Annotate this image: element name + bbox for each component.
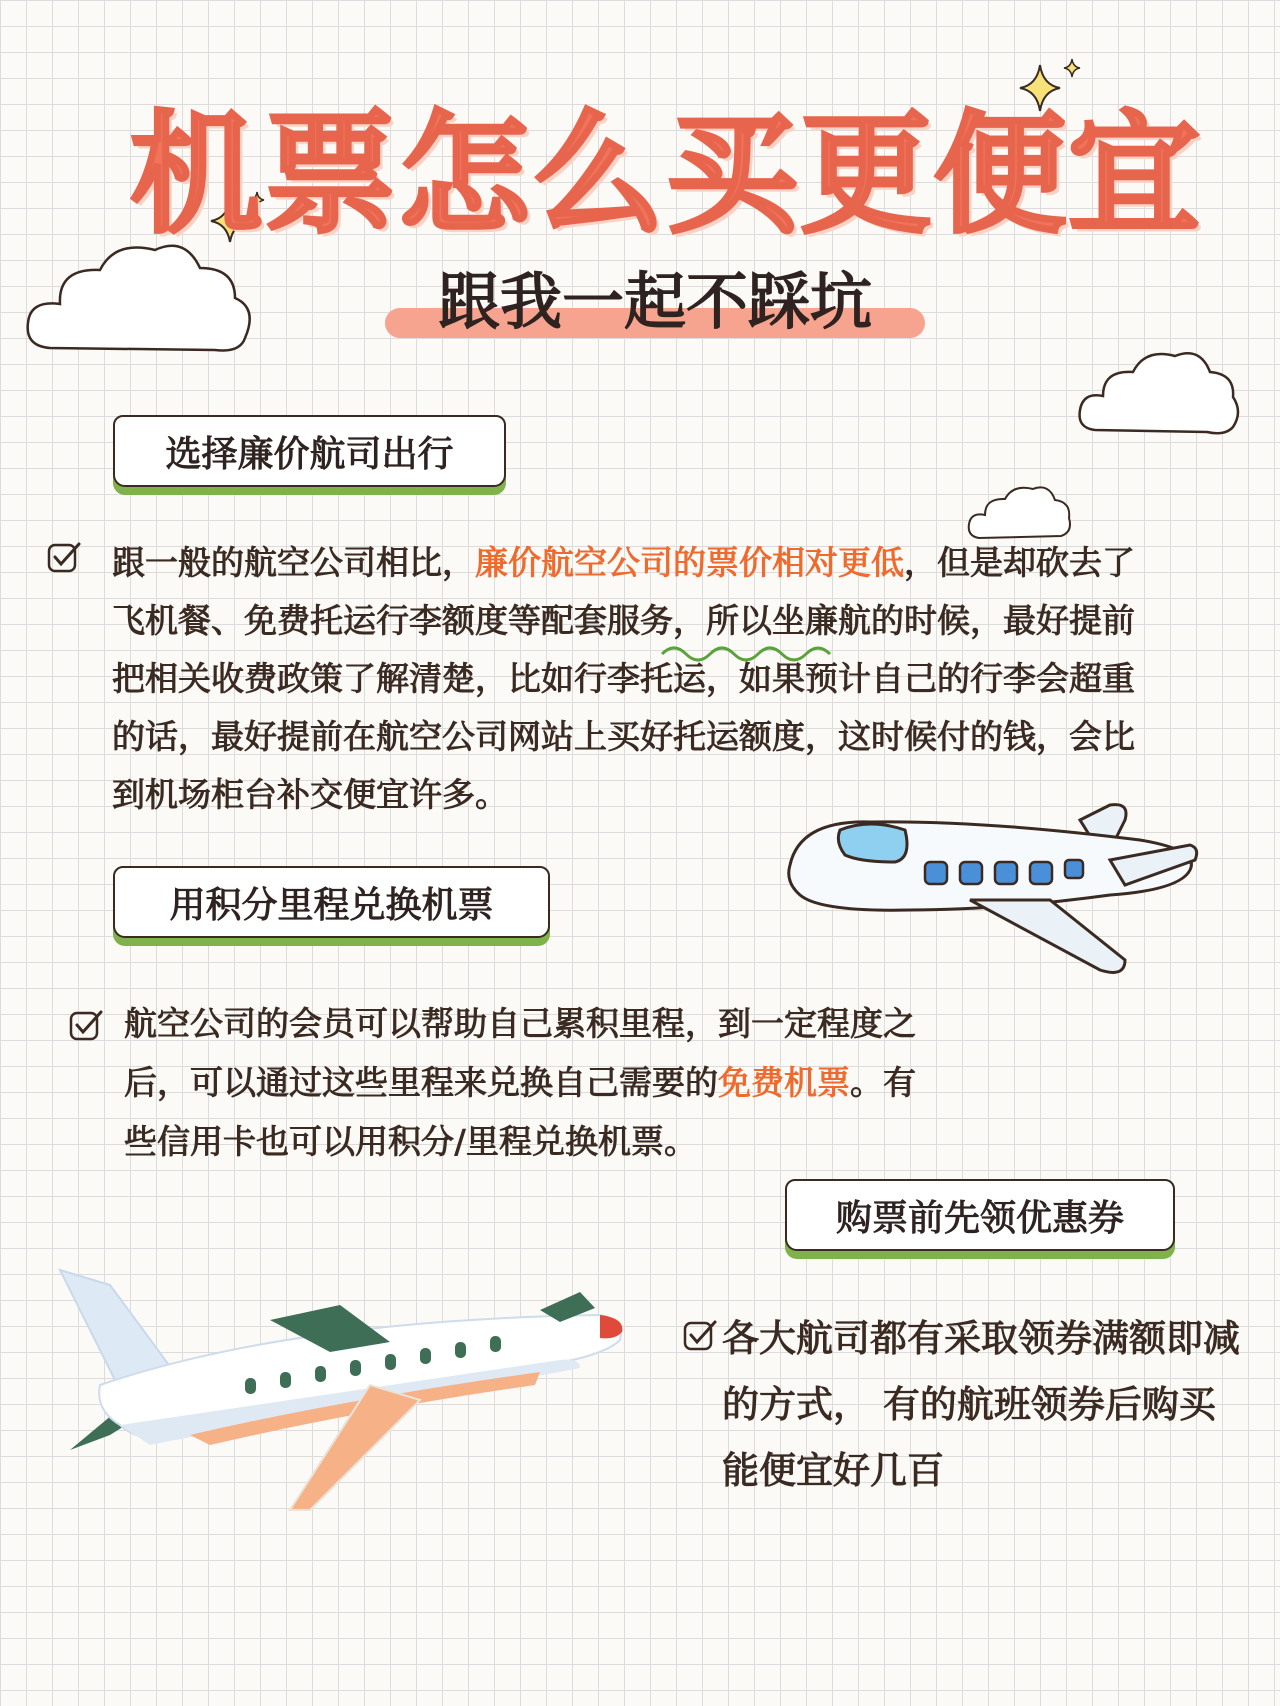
section-1-paragraph bbox=[112, 534, 1162, 824]
section-heading-label: 购票前先领优惠券 bbox=[835, 1197, 1124, 1239]
section-1-text-b: ，但是却砍去了飞机餐、免费托运行李额度等配套服务，所以坐廉航的时候，最好提前把相关收费政策了解清楚，比如行李托运，如果预计自己的行李会超重的话，最好提前在航空公司网站上买好托运额度，这时候付的钱，会比到机场柜台补交便宜许多。 bbox=[112, 543, 1135, 814]
section-2-highlight: 免费机票 bbox=[718, 1063, 850, 1102]
airplane-illustration bbox=[40, 1260, 640, 1520]
section-2-text-a: 航空公司的会员可以帮助自己累积里程，到一定程度之后，可以通过这些里程来兑换自己需要的 bbox=[124, 1004, 916, 1102]
section-heading-budget-airline bbox=[113, 415, 506, 487]
section-heading-label: 用积分里程兑换机票 bbox=[169, 884, 494, 926]
cloud-icon bbox=[1075, 342, 1245, 452]
wavy-underline-decoration bbox=[660, 640, 840, 666]
subtitle: 跟我一起不踩坑 bbox=[437, 265, 872, 338]
section-3-text: 各大航司都有采取领券满额即减的方式， 有的航班领券后购买能便宜好几百 bbox=[722, 1317, 1240, 1492]
airplane-illustration bbox=[780, 800, 1210, 980]
page-title: 机票怎么买更便宜 bbox=[130, 98, 1202, 252]
section-1-text-a: 跟一般的航空公司相比， bbox=[112, 543, 475, 582]
section-2-paragraph bbox=[124, 994, 924, 1171]
section-heading-mileage bbox=[113, 866, 550, 938]
section-1-highlight: 廉价航空公司的票价相对更低 bbox=[475, 543, 904, 582]
checkbox-icon bbox=[46, 540, 82, 576]
section-2-text-b: 。有些信用卡也可以用积分/里程兑换机票。 bbox=[124, 1063, 916, 1161]
subtitle-banner bbox=[385, 262, 925, 342]
section-3-paragraph bbox=[722, 1306, 1242, 1504]
section-heading-label: 选择廉价航司出行 bbox=[165, 433, 454, 475]
checkbox-icon bbox=[682, 1318, 718, 1354]
section-heading-coupons bbox=[785, 1179, 1175, 1251]
checkbox-icon bbox=[68, 1008, 104, 1044]
